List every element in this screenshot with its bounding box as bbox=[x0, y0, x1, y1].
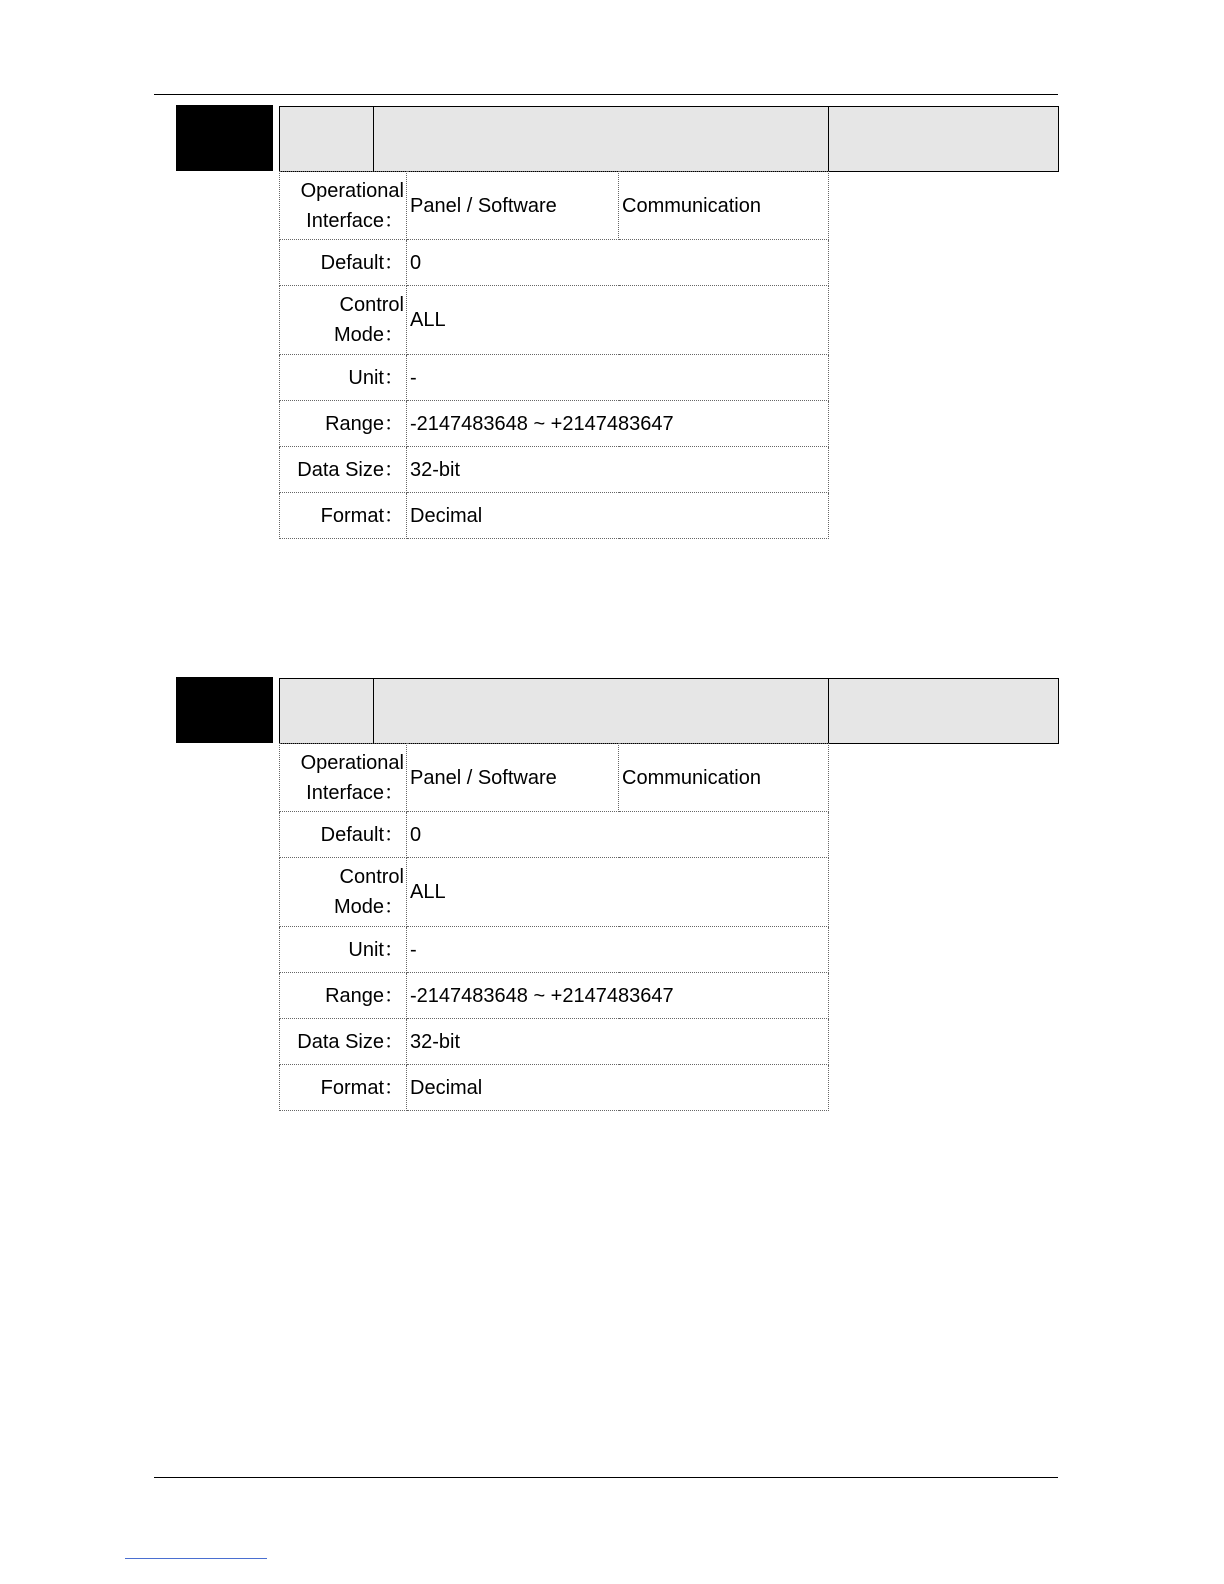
control-mode-value: ALL bbox=[407, 858, 829, 927]
control-mode-value: ALL bbox=[407, 286, 829, 355]
table-row bbox=[280, 401, 829, 447]
table-row bbox=[280, 973, 829, 1019]
parameter-address-cell bbox=[280, 107, 374, 171]
unit-value: - bbox=[407, 927, 829, 973]
range-value: -2147483648 ~ +2147483647 bbox=[407, 401, 829, 447]
interface-panel-value: Panel / Software bbox=[407, 744, 619, 812]
parameter-header-bar bbox=[279, 678, 1059, 744]
data-size-label: Data Size： bbox=[280, 447, 407, 493]
footer-link-underline bbox=[125, 1558, 267, 1559]
table-row bbox=[280, 172, 829, 240]
header-rule bbox=[154, 94, 1058, 95]
range-value: -2147483648 ~ +2147483647 bbox=[407, 973, 829, 1019]
format-label: Format： bbox=[280, 1065, 407, 1111]
table-row bbox=[280, 447, 829, 493]
parameter-code-tab bbox=[176, 677, 273, 743]
control-mode-label-line2: Mode： bbox=[333, 896, 404, 918]
default-value: 0 bbox=[407, 240, 829, 286]
parameter-attributes-table bbox=[279, 743, 829, 1111]
table-row bbox=[280, 240, 829, 286]
format-label: Format： bbox=[280, 493, 407, 539]
table-row bbox=[280, 744, 829, 812]
unit-value: - bbox=[407, 355, 829, 401]
parameter-header-bar bbox=[279, 106, 1059, 172]
range-label: Range： bbox=[280, 401, 407, 447]
table-row bbox=[280, 286, 829, 355]
data-size-label: Data Size： bbox=[280, 1019, 407, 1065]
table-row bbox=[280, 1019, 829, 1065]
default-value: 0 bbox=[407, 812, 829, 858]
data-size-value: 32-bit bbox=[407, 447, 829, 493]
unit-label: Unit： bbox=[280, 927, 407, 973]
interface-label bbox=[280, 744, 407, 812]
unit-label: Unit： bbox=[280, 355, 407, 401]
interface-panel-value: Panel / Software bbox=[407, 172, 619, 240]
footer-rule bbox=[154, 1477, 1058, 1478]
interface-label-line2: Interface： bbox=[306, 209, 404, 232]
parameter-reference-cell bbox=[829, 107, 1058, 171]
control-mode-label-line1: Control bbox=[339, 294, 404, 316]
parameter-name-cell bbox=[373, 107, 829, 171]
default-label: Default： bbox=[280, 240, 407, 286]
control-mode-label-line1: Control bbox=[339, 866, 404, 888]
control-mode-label bbox=[280, 286, 407, 355]
parameter-reference-cell bbox=[829, 679, 1058, 743]
table-row bbox=[280, 493, 829, 539]
format-value: Decimal bbox=[407, 493, 829, 539]
interface-label-line2: Interface： bbox=[306, 781, 404, 804]
table-row bbox=[280, 1065, 829, 1111]
parameter-code-tab bbox=[176, 105, 273, 171]
table-row bbox=[280, 355, 829, 401]
interface-label-line1: Operational bbox=[300, 179, 404, 202]
interface-label bbox=[280, 172, 407, 240]
parameter-address-cell bbox=[280, 679, 374, 743]
parameter-attributes-table bbox=[279, 171, 829, 539]
table-row bbox=[280, 927, 829, 973]
default-label: Default： bbox=[280, 812, 407, 858]
parameter-name-cell bbox=[373, 679, 829, 743]
interface-comm-value: Communication bbox=[619, 744, 829, 812]
control-mode-label bbox=[280, 858, 407, 927]
interface-label-line1: Operational bbox=[300, 751, 404, 774]
table-row bbox=[280, 812, 829, 858]
range-label: Range： bbox=[280, 973, 407, 1019]
control-mode-label-line2: Mode： bbox=[333, 324, 404, 346]
interface-comm-value: Communication bbox=[619, 172, 829, 240]
data-size-value: 32-bit bbox=[407, 1019, 829, 1065]
table-row bbox=[280, 858, 829, 927]
format-value: Decimal bbox=[407, 1065, 829, 1111]
